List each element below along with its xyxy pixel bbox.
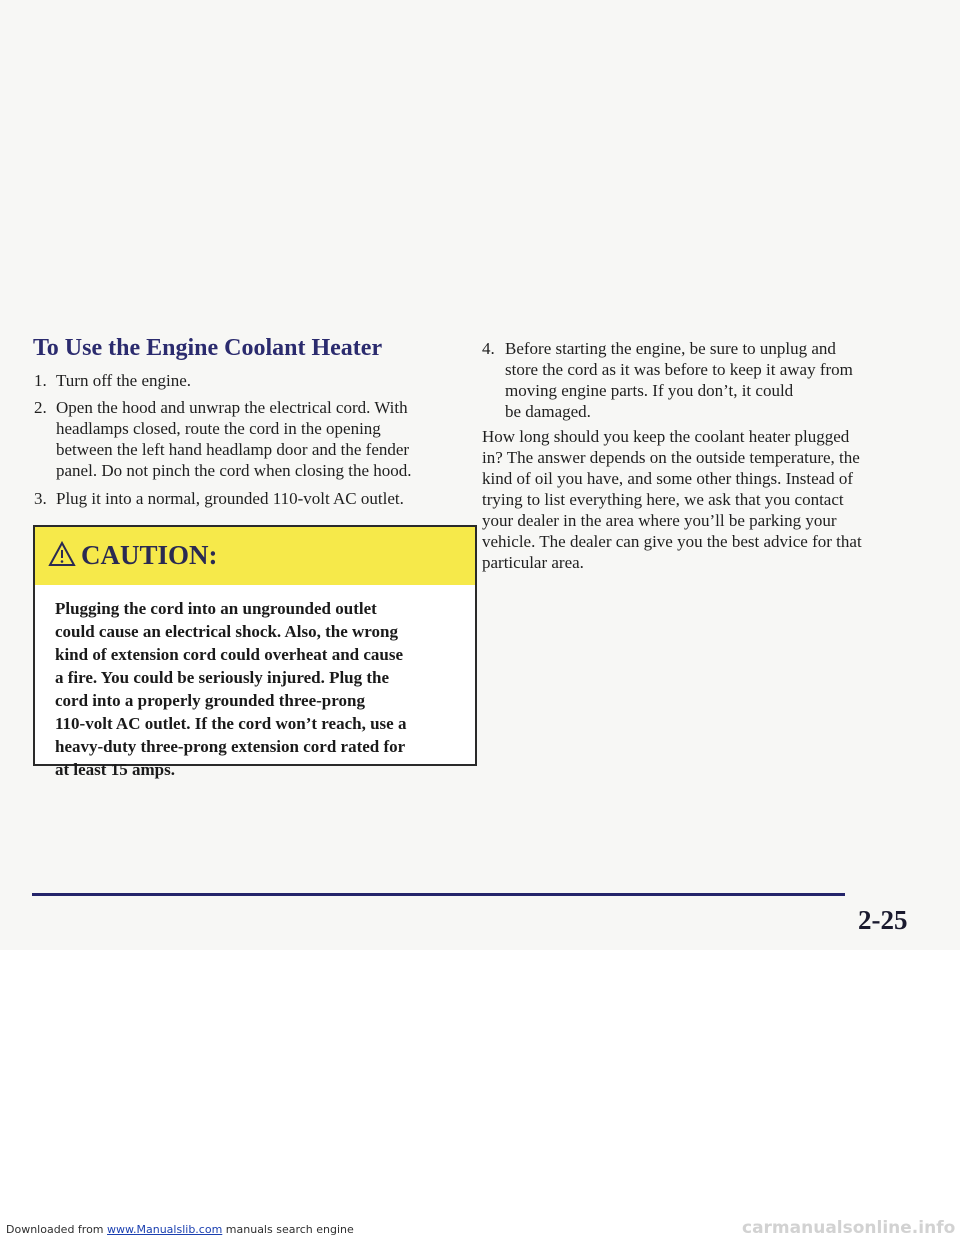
step-line: headlamps closed, route the cord in the opening [56,419,381,438]
step-line: Open the hood and unwrap the electrical cord. With [56,398,408,417]
paragraph-line: your dealer in the area where you’ll be parking your [482,511,837,530]
paragraph-line: vehicle. The dealer can give you the best advice for that [482,532,862,551]
step-text: Turn off the engine. [56,371,192,390]
step-number: 1. [34,371,47,390]
download-footer [6,1223,354,1236]
caution-line: heavy-duty three-prong extension cord rated for [55,737,406,756]
caution-title: CAUTION: [81,540,218,570]
paragraph-line: trying to list everything here, we ask that you contact [482,490,844,509]
footer-rule [32,893,845,896]
caution-line: Plugging the cord into an ungrounded outlet [55,599,377,618]
body-paragraph [482,426,942,573]
caution-header [35,527,475,585]
caution-text [55,597,465,781]
section-heading: To Use the Engine Coolant Heater [33,335,383,361]
step-text: Plug it into a normal, grounded 110-volt AC outlet. [56,489,404,508]
manualslib-link[interactable]: www.Manualslib.com [107,1223,223,1236]
step-text [56,397,412,481]
caution-line: cord into a properly grounded three-prong [55,691,365,710]
step-line: Before starting the engine, be sure to unplug and [505,339,836,358]
warning-triangle-icon [48,541,76,567]
caution-line: kind of extension cord could overheat and cause [55,645,404,664]
step-line: moving engine parts. If you don’t, it could [505,381,794,400]
caution-line: 110-volt AC outlet. If the cord won’t reach, use a [55,714,407,733]
caution-line: could cause an electrical shock. Also, the wrong [55,622,398,641]
step-line: panel. Do not pinch the cord when closing the hood. [56,461,412,480]
footer-prefix: Downloaded from [6,1223,104,1236]
step-number: 3. [34,489,47,508]
paragraph-line: How long should you keep the coolant heater plugged [482,427,850,446]
step-number: 2. [34,398,47,417]
caution-line: a fire. You could be seriously injured. Plug the [55,668,390,687]
watermark: carmanualsonline.info [742,1218,956,1238]
step-line: between the left hand headlamp door and the fender [56,440,410,459]
page-number: 2-25 [858,905,908,935]
caution-box [33,525,477,779]
footer-suffix: manuals search engine [225,1223,354,1236]
paragraph-line: particular area. [482,553,584,572]
paragraph-line: kind of oil you have, and some other things. Instead of [482,469,854,488]
step-text [505,338,853,422]
paragraph-line: in? The answer depends on the outside temperature, the [482,448,860,467]
step-line: store the cord as it was before to keep it away from [505,360,853,379]
caution-line: at least 15 amps. [55,760,175,779]
step-line: be damaged. [505,402,591,421]
step-number: 4. [482,339,495,358]
